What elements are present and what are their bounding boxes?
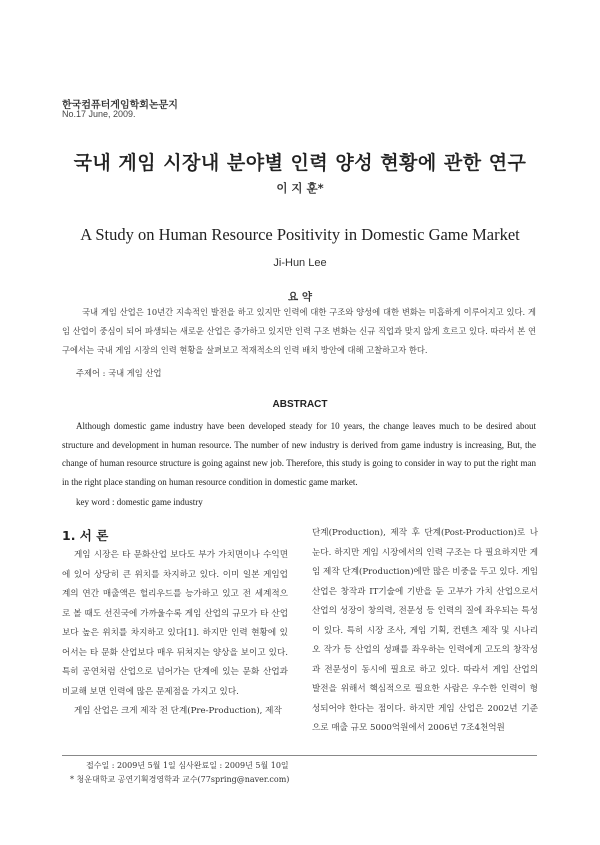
footnote-divider [62, 755, 537, 756]
paper-title-korean: 국내 게임 시장내 분야별 인력 양성 현황에 관한 연구 [73, 152, 527, 174]
journal-issue: No.17 June, 2009. [62, 109, 136, 119]
korean-abstract-heading: 요 약 [288, 291, 312, 303]
body-paragraph: 단계(Production), 제작 후 단계(Post-Production)로 나눈다. 하지만 게임 시장에서의 인력 구조는 다 필요하지만 게임 제작 단계(Production)에만 많은 비중을 두고 있다. 게임 산업은 창작과 IT기술에 기반을 둔 고부가 가치 산업으로서 산업의 성장이 창의력, 전문성 등 인력의 질에 좌우되는 특성이 있다. 특히 시장 조사, 게임 기획, 컨텐츠 제작 및 시나리오 작가 등 산업의 성패를 좌우하는 인력에게 고도의 창작성과 전문성이 동시에 필요로 하고 있다. 따라서 게임 산업의 발전을 위해서 핵심적으로 필요한 사람은 우수한 인력이 형성되어야 한다는 점이다. 하지만 게임 산업은 2002년 기준으로 매출 규모 5000억원에서 2006년 7조4천억원 [312, 528, 538, 733]
korean-keywords: 주제어 : 국내 게임 산업 [76, 368, 162, 378]
body-column-left [62, 546, 288, 722]
english-keywords: key word : domestic game industry [76, 497, 203, 507]
section-title-introduction: 1. 서 론 [62, 528, 109, 543]
footnote-affiliation: * 청운대학교 공연기획경영학과 교수(77spring@naver.com) [70, 775, 290, 784]
journal-name: 한국컴퓨터게임학회논문지 [62, 100, 178, 111]
body-paragraph: 게임 산업은 크게 제작 전 단계(Pre-Production), 제작 [74, 706, 282, 716]
body-paragraph: 게임 시장은 타 문화산업 보다도 부가 가치면이나 수익면에 있어 상당히 큰 위치를 차지하고 있다. 이미 일본 게임업계의 연간 매출액은 헐리우드를 능가하고 있고 전 세계적으로 볼 때도 선진국에 가까울수록 게임 산업의 규모가 타 산업보다 높은 위치를 차지하고 있다[1]. 하지만 인력 현황에 있어서는 타 문화 산업보다 매우 뒤쳐지는 양상을 보이고 있다. 특히 공연처럼 산업으로 넘어가는 단계에 있는 문화 산업과 비교해 보면 인력에 많은 문제점을 가지고 있다. [62, 550, 288, 697]
author-korean: 이 지 훈* [276, 181, 324, 195]
korean-abstract-body: 국내 게임 산업은 10년간 지속적인 발전을 하고 있지만 인력에 대한 구조와 양성에 대한 변화는 미흡하게 이루어지고 있다. 게임 산업이 중심이 되어 파생되는 새로운 산업은 증가하고 있지만 인력 구조 변화는 신규 직업과 맞지 않게 흐르고 있다. 따라서 본 연구에서는 국내 게임 시장의 인력 현황을 살펴보고 적재적소의 인력 배치 방안에 대해 고찰하고자 한다. [62, 307, 536, 355]
footnote-dates: 접수일 : 2009년 5월 1일 심사완료일 : 2009년 5월 10일 [86, 761, 289, 770]
author-english: Ji-Hun Lee [273, 257, 327, 269]
english-abstract-heading: ABSTRACT [272, 399, 328, 410]
paper-title-english: A Study on Human Resource Positivity in Domestic Game Market [80, 225, 520, 244]
body-column-right [312, 524, 538, 739]
english-abstract-body: Although domestic game industry have been developed steady for 10 years, the change leaves much to be desired about structure and development in human resource. The number of new industry is derived from game industry is increasing, But, the change of human resource structure is going against new job. Therefore, this study is going to consider in way to put the right man in the right place standing on human resource condition in domestic game market. [62, 421, 536, 487]
